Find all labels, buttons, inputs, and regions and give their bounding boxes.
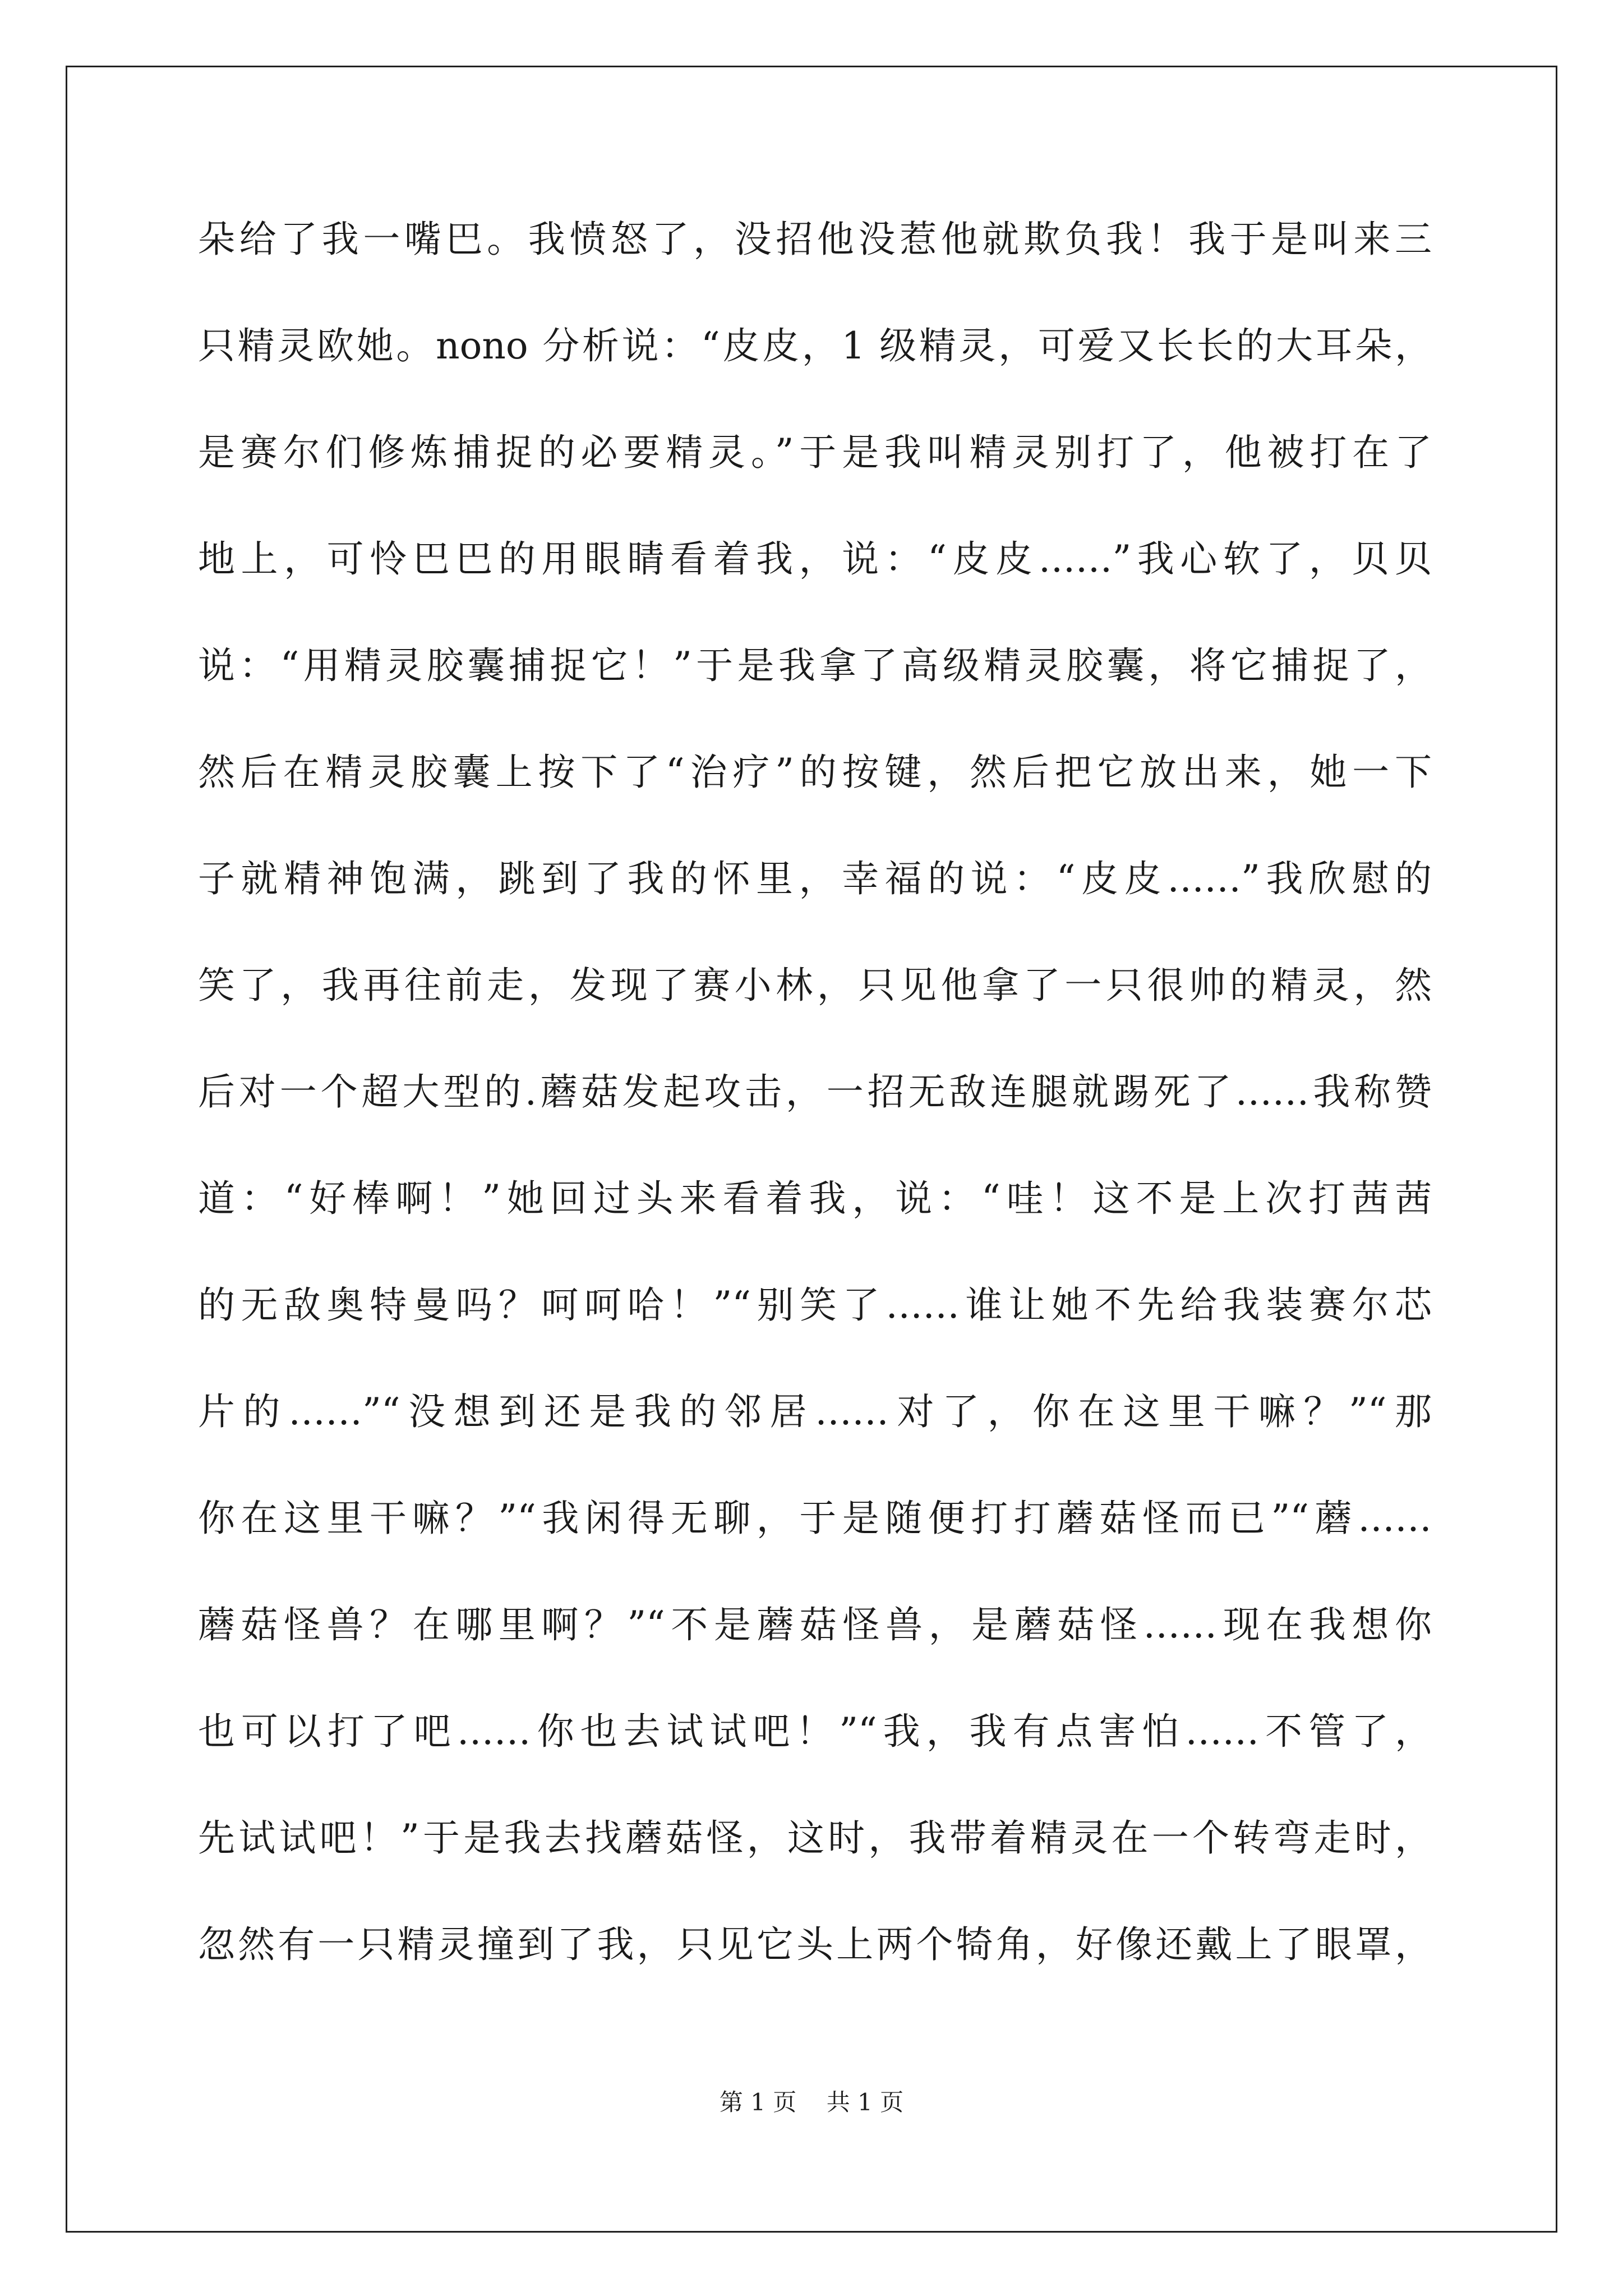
text-line: 笑了，我再往前走，发现了赛小林，只见他拿了一只很帅的精灵，然: [198, 964, 1432, 1007]
text-line: 你在这里干嘛？”“我闲得无聊，于是随便打打蘑菇怪而已”“蘑……: [198, 1497, 1432, 1540]
body-text: [198, 209, 1432, 2021]
text-line: 道：“好棒啊！”她回过头来看着我，说：“哇！这不是上次打茜茜: [198, 1177, 1432, 1220]
text-line: 忽然有一只精灵撞到了我，只见它头上两个犄角，好像还戴上了眼罩，: [198, 1923, 1432, 1966]
text-line: 后对一个超大型的.蘑菇发起攻击，一招无敌连腿就踢死了……我称赞: [198, 1070, 1432, 1114]
text-line: 地上，可怜巴巴的用眼睛看着我，说：“皮皮……”我心软了，贝贝: [198, 537, 1432, 581]
text-line: 只精灵欧她。nono 分析说：“皮皮，1 级精灵，可爱又长长的大耳朵，: [198, 324, 1432, 367]
text-line: 先试试吧！”于是我去找蘑菇怪，这时，我带着精灵在一个转弯走时，: [198, 1816, 1432, 1860]
text-line: 子就精神饱满，跳到了我的怀里，幸福的说：“皮皮……”我欣慰的: [198, 857, 1432, 900]
text-line: 然后在精灵胶囊上按下了“治疗”的按键，然后把它放出来，她一下: [198, 751, 1432, 794]
page-number-footer: 第 1 页 共 1 页: [719, 2088, 904, 2116]
text-line: 是赛尔们修炼捕捉的必要精灵。”于是我叫精灵别打了，他被打在了: [198, 431, 1432, 474]
text-line: 朵给了我一嘴巴。我愤怒了，没招他没惹他就欺负我！我于是叫来三: [198, 218, 1432, 261]
text-line: 的无敌奥特曼吗？呵呵哈！”“别笑了……谁让她不先给我装赛尔芯: [198, 1283, 1432, 1327]
text-line: 说：“用精灵胶囊捕捉它！”于是我拿了高级精灵胶囊，将它捕捉了，: [198, 644, 1432, 687]
text-line: 片的……”“没想到还是我的邻居……对了，你在这里干嘛？”“那: [198, 1390, 1432, 1433]
text-line: 也可以打了吧……你也去试试吧！”“我，我有点害怕……不管了，: [198, 1710, 1432, 1753]
text-line: 蘑菇怪兽？在哪里啊？”“不是蘑菇怪兽，是蘑菇怪……现在我想你: [198, 1603, 1432, 1646]
